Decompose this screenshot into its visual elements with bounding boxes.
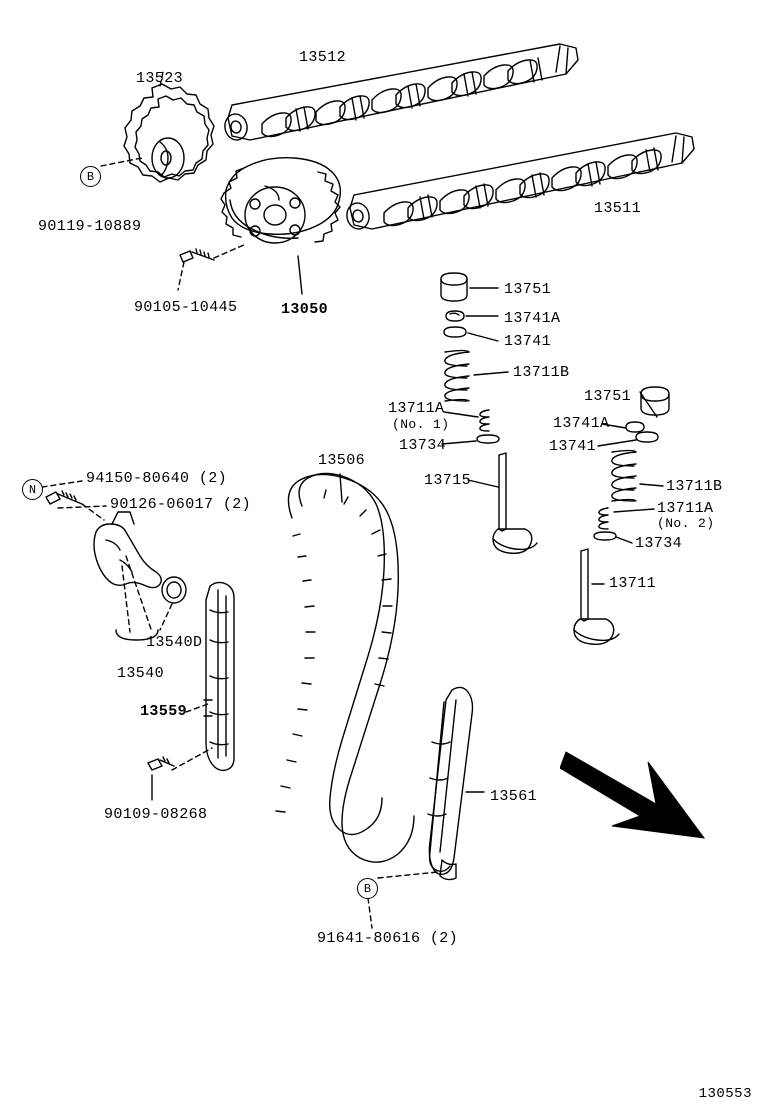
valve-leaders	[442, 288, 663, 584]
leader-91641	[368, 872, 438, 928]
leader-13050	[298, 256, 302, 294]
part-label-13711B-b: 13711B	[666, 478, 723, 495]
camshaft-13511	[345, 133, 694, 231]
front-label: FRONT	[559, 752, 627, 807]
bolt-90109-08268	[148, 757, 174, 770]
part-label-no2: (No. 2)	[657, 516, 715, 531]
part-label-13506: 13506	[318, 452, 366, 469]
part-label-13050: 13050	[281, 301, 329, 318]
part-label-13741-a: 13741	[504, 333, 552, 350]
part-label-13540D: 13540D	[146, 634, 203, 651]
sprocket-13523	[124, 84, 214, 182]
part-label-13741A-b: 13741A	[553, 415, 610, 432]
part-label-90126-06017: 90126-06017 (2)	[110, 496, 252, 513]
part-label-13512: 13512	[299, 49, 347, 66]
part-label-90105-10445: 90105-10445	[134, 299, 238, 316]
part-label-no1: (No. 1)	[392, 417, 450, 432]
part-label-13523: 13523	[136, 70, 184, 87]
part-label-13511: 13511	[594, 200, 642, 217]
leader-90105	[178, 244, 246, 290]
leader-13506	[340, 474, 342, 502]
callout-circle-n: N	[22, 479, 43, 500]
part-label-13711B-a: 13711B	[513, 364, 570, 381]
part-label-90109-08268: 90109-08268	[104, 806, 208, 823]
chain-guide-13561	[428, 687, 473, 879]
part-label-13559: 13559	[140, 703, 188, 720]
vvt-gear-13050	[221, 158, 340, 243]
drawing-number: 130553	[698, 1086, 752, 1102]
part-label-94150-80640: 94150-80640 (2)	[86, 470, 228, 487]
part-label-13540: 13540	[117, 665, 165, 682]
callout-circle-b-bottom: B	[357, 878, 378, 899]
part-label-13751-b: 13751	[584, 388, 632, 405]
part-label-91641-80616: 91641-80616 (2)	[317, 930, 459, 947]
part-label-13561: 13561	[490, 788, 538, 805]
camshaft-13512	[223, 44, 578, 142]
part-label-13711: 13711	[609, 575, 657, 592]
chain-damper-13559	[204, 582, 234, 770]
callout-circle-b-top: B	[80, 166, 101, 187]
bolt-90119-10889-leader	[101, 158, 142, 166]
part-label-13711A-no2: 13711A	[657, 500, 714, 517]
part-label-13741-b: 13741	[549, 438, 597, 455]
bolt-90105-10445	[180, 249, 214, 262]
part-label-13734-b: 13734	[635, 535, 683, 552]
part-label-13734-a: 13734	[399, 437, 447, 454]
part-label-13715: 13715	[424, 472, 472, 489]
timing-chain-13506	[276, 473, 414, 862]
part-label-13711A-no1: 13711A	[388, 400, 445, 417]
part-label-13751-a: 13751	[504, 281, 552, 298]
bolt-94150-80640	[46, 491, 82, 504]
part-label-13741A-a: 13741A	[504, 310, 561, 327]
chain-tensioner-13540	[94, 512, 186, 603]
part-label-90119-10889: 90119-10889	[38, 218, 142, 235]
